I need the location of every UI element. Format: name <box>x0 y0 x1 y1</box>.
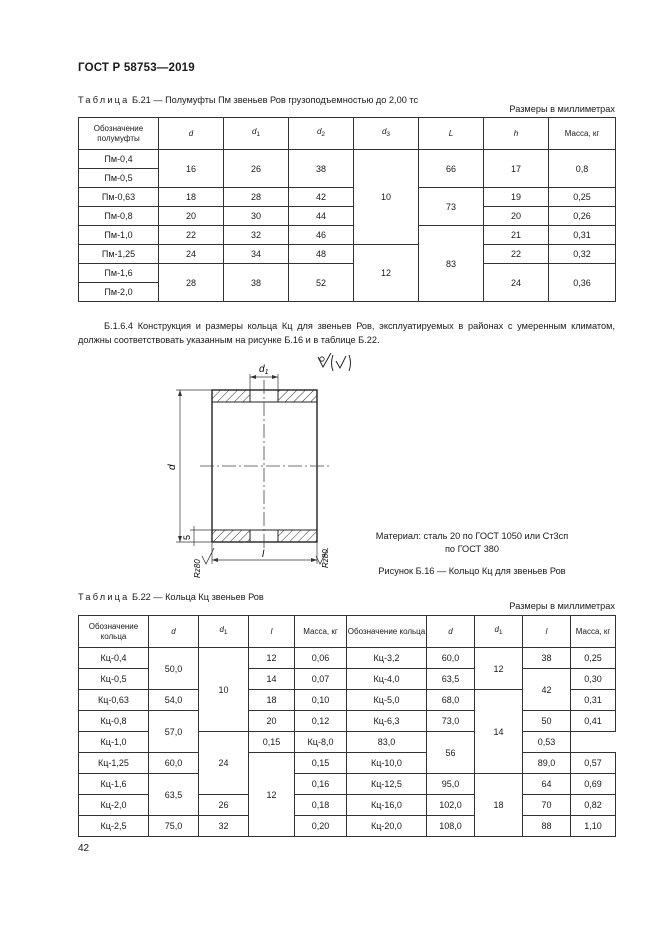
label-l: l <box>262 549 265 560</box>
table1-cell: 38 <box>224 264 289 302</box>
label-rz-left: Rz80 <box>193 559 202 578</box>
table1-cell: 0,25 <box>549 188 616 207</box>
table2-cell: Кц-0,8 <box>79 711 149 732</box>
table2-cell: Кц-1,25 <box>79 753 149 774</box>
table2-cell: 70 <box>523 795 571 816</box>
table1-cell: Пм-2,0 <box>79 283 159 302</box>
table1-cell: 16 <box>159 150 224 188</box>
table1-header-row <box>79 118 616 150</box>
table1-header-d: d <box>159 118 224 150</box>
table1-cell: 34 <box>224 245 289 264</box>
table-row <box>79 774 616 795</box>
figure-caption: Рисунок Б.16 — Кольцо Кц для звеньев Ров <box>378 566 566 576</box>
label-d1: $d_1$ <box>259 364 269 376</box>
table-row <box>79 226 616 245</box>
table2-cell: 88 <box>523 816 571 837</box>
table-row <box>79 648 616 669</box>
table2-cell: 10 <box>199 648 249 732</box>
ring-drawing <box>150 350 370 585</box>
table2-cell: 0,41 <box>571 711 616 732</box>
table2-cell: 14 <box>475 690 523 774</box>
material-line-2: по ГОСТ 380 <box>444 544 500 554</box>
material-note <box>352 530 592 556</box>
table2-cell: 60,0 <box>149 753 199 774</box>
table1-cell: 10 <box>354 150 419 245</box>
table1-header-d1: $d_1$ <box>224 118 289 150</box>
table1-cell: 44 <box>289 207 354 226</box>
table-row <box>79 245 616 264</box>
label-d: d <box>167 464 178 470</box>
table2-cell: 1,10 <box>571 816 616 837</box>
table1-cell: 66 <box>419 150 484 188</box>
table-row <box>79 150 616 169</box>
table1-cell: 24 <box>159 245 224 264</box>
table2-cell: Кц-1,0 <box>79 732 149 753</box>
table2-cell: 0,15 <box>249 732 295 753</box>
table2-cell: 102,0 <box>427 795 475 816</box>
table2-caption-prefix: Таблица <box>78 592 130 602</box>
table1-cell: Пм-0,4 <box>79 150 159 169</box>
table2 <box>78 615 616 837</box>
table2-header-d-2: d <box>427 616 475 648</box>
table2-cell: 32 <box>199 816 249 837</box>
table1-caption <box>78 95 418 105</box>
table2-cell: 12 <box>249 648 295 669</box>
table2-cell: 57,0 <box>149 711 199 753</box>
table1-cell: 18 <box>159 188 224 207</box>
label-rz-right: Rz80 <box>321 549 330 568</box>
table2-cell: 0,07 <box>295 669 347 690</box>
table2-header-l: l <box>249 616 295 648</box>
table2-header-d1-2: $d_1$ <box>475 616 523 648</box>
table-row <box>79 264 616 283</box>
table2-cell: 24 <box>199 732 249 795</box>
table1-header-L: L <box>419 118 484 150</box>
table-row <box>79 188 616 207</box>
table1-header-h: h <box>484 118 549 150</box>
table2-cell: Кц-8,0 <box>295 732 347 753</box>
table-row <box>79 207 616 226</box>
body-paragraph: Б.1.6.4 Конструкция и размеры кольца Кц для звеньев Ров, эксплуатируемых в районах с умеренным климатом, должны соответствовать указанным на рисунке Б.16 и в таблице Б.22. <box>78 321 615 345</box>
table1-header-d3: $d_3$ <box>354 118 419 150</box>
table2-cell: 75,0 <box>149 816 199 837</box>
table2-cell: Кц-0,63 <box>79 690 149 711</box>
table1-cell: 28 <box>159 264 224 302</box>
table1-units: Размеры в миллиметрах <box>509 104 615 114</box>
table2-header-mass-2: Масса, кг <box>571 616 616 648</box>
table1-cell: 26 <box>224 150 289 188</box>
table1-cell: 22 <box>159 226 224 245</box>
table2-cell: Кц-20,0 <box>347 816 427 837</box>
table2-caption-text: Б.22 — Кольца Кц звеньев Ров <box>129 592 264 602</box>
table2-cell: Кц-12,5 <box>347 774 427 795</box>
table1-cell: Пм-0,63 <box>79 188 159 207</box>
table2-header-row <box>79 616 616 648</box>
table2-cell: 108,0 <box>427 816 475 837</box>
table2-cell: 18 <box>475 774 523 837</box>
table1-cell: 46 <box>289 226 354 245</box>
table1-cell: Пм-1,0 <box>79 226 159 245</box>
table2-cell: 0,06 <box>295 648 347 669</box>
table1-header-mass: Масса, кг <box>549 118 616 150</box>
table2-cell: 0,53 <box>523 732 571 753</box>
table2-cell: 0,15 <box>295 753 347 774</box>
dimension-l <box>212 542 317 564</box>
table1-cell: 20 <box>484 207 549 226</box>
table1-cell: 83 <box>419 226 484 302</box>
table1-cell: Пм-1,25 <box>79 245 159 264</box>
table1-cell: 38 <box>289 150 354 188</box>
material-line-1: Материал: сталь 20 по ГОСТ 1050 или Ст3сп <box>375 531 569 541</box>
table1-header-d2: $d_2$ <box>289 118 354 150</box>
table2-cell: 0,20 <box>295 816 347 837</box>
table2-cell: Кц-0,4 <box>79 648 149 669</box>
table2-cell: 0,10 <box>295 690 347 711</box>
table1-caption-prefix: Таблица <box>78 95 130 105</box>
table2-cell: 38 <box>523 648 571 669</box>
table-row <box>79 753 616 774</box>
table1-cell: 42 <box>289 188 354 207</box>
table2-cell: Кц-10,0 <box>347 753 427 774</box>
table2-cell: 0,16 <box>295 774 347 795</box>
table1-cell: 0,8 <box>549 150 616 188</box>
table2-cell: Кц-2,5 <box>79 816 149 837</box>
table1-caption-text: Б.21 — Полумуфты Пм звеньев Ров грузоподъемностью до 2,00 тс <box>129 95 419 105</box>
table1-cell: 21 <box>484 226 549 245</box>
table2-cell: 26 <box>199 795 249 816</box>
table1 <box>78 117 616 302</box>
table2-cell: 68,0 <box>427 690 475 711</box>
document-header: ГОСТ Р 58753—2019 <box>78 62 195 74</box>
table2-cell: 18 <box>249 690 295 711</box>
table2-cell: 0,57 <box>571 753 616 774</box>
table2-cell: 12 <box>249 753 295 837</box>
table2-cell: 0,30 <box>571 669 616 690</box>
table1-cell: 0,36 <box>549 264 616 302</box>
table2-cell: 0,82 <box>571 795 616 816</box>
table2-cell: 73,0 <box>427 711 475 732</box>
table2-cell: 83,0 <box>347 732 427 753</box>
table2-cell: 42 <box>523 669 571 711</box>
table2-cell: Кц-2,0 <box>79 795 149 816</box>
table2-header-d: d <box>149 616 199 648</box>
table1-cell: 48 <box>289 245 354 264</box>
table1-cell: 0,26 <box>549 207 616 226</box>
label-5: 5 <box>182 534 192 540</box>
table2-header-l-2: l <box>523 616 571 648</box>
table1-cell: 20 <box>159 207 224 226</box>
table-row <box>79 711 616 732</box>
table2-header-d1: $d_1$ <box>199 616 249 648</box>
table2-cell: 63,5 <box>149 774 199 816</box>
roughness-symbol-icon <box>316 353 356 373</box>
table1-header-designation: Обозначение полумуфты <box>79 118 159 150</box>
table2-cell: Кц-16,0 <box>347 795 427 816</box>
table2-caption <box>78 592 264 602</box>
table2-cell: 54,0 <box>149 690 199 711</box>
table1-cell: 52 <box>289 264 354 302</box>
table2-cell: 0,31 <box>571 690 616 711</box>
table2-cell: Кц-6,3 <box>347 711 427 732</box>
table2-cell: 60,0 <box>427 648 475 669</box>
table1-cell: 12 <box>354 245 419 302</box>
table2-header-designation: Обозначение кольца <box>79 616 149 648</box>
table2-cell: 0,12 <box>295 711 347 732</box>
table2-units: Размеры в миллиметрах <box>509 601 615 611</box>
table2-cell: 95,0 <box>427 774 475 795</box>
table2-header-mass: Масса, кг <box>295 616 347 648</box>
table-row <box>79 816 616 837</box>
table1-cell: Пм-0,8 <box>79 207 159 226</box>
table2-cell: 20 <box>249 711 295 732</box>
table1-cell: 32 <box>224 226 289 245</box>
table1-cell: 30 <box>224 207 289 226</box>
table2-cell: 50,0 <box>149 648 199 690</box>
table2-header-designation-2: Обозначение кольца <box>347 616 427 648</box>
table2-cell: Кц-1,6 <box>79 774 149 795</box>
table1-cell: 0,31 <box>549 226 616 245</box>
table2-cell: 64 <box>523 774 571 795</box>
table2-cell: 89,0 <box>523 753 571 774</box>
dimension-5 <box>190 526 212 546</box>
table2-cell: 56 <box>427 732 475 774</box>
table2-cell: 12 <box>475 648 523 690</box>
table2-cell: 63,5 <box>427 669 475 690</box>
table2-cell: 14 <box>249 669 295 690</box>
table2-cell: Кц-3,2 <box>347 648 427 669</box>
table2-cell: Кц-5,0 <box>347 690 427 711</box>
table2-cell: 0,25 <box>571 648 616 669</box>
table1-cell: 17 <box>484 150 549 188</box>
table1-cell: 19 <box>484 188 549 207</box>
table1-cell: 22 <box>484 245 549 264</box>
table1-cell: Пм-0,5 <box>79 169 159 188</box>
table2-cell: 0,69 <box>571 774 616 795</box>
table1-cell: 28 <box>224 188 289 207</box>
table1-cell: 73 <box>419 188 484 226</box>
table2-cell: 0,18 <box>295 795 347 816</box>
table1-cell: 0,32 <box>549 245 616 264</box>
table1-cell: 24 <box>484 264 549 302</box>
page-number: 42 <box>78 843 90 854</box>
table2-cell: Кц-0,5 <box>79 669 149 690</box>
table2-cell: 50 <box>523 711 571 732</box>
table1-cell: Пм-1,6 <box>79 264 159 283</box>
table2-cell: Кц-4,0 <box>347 669 427 690</box>
